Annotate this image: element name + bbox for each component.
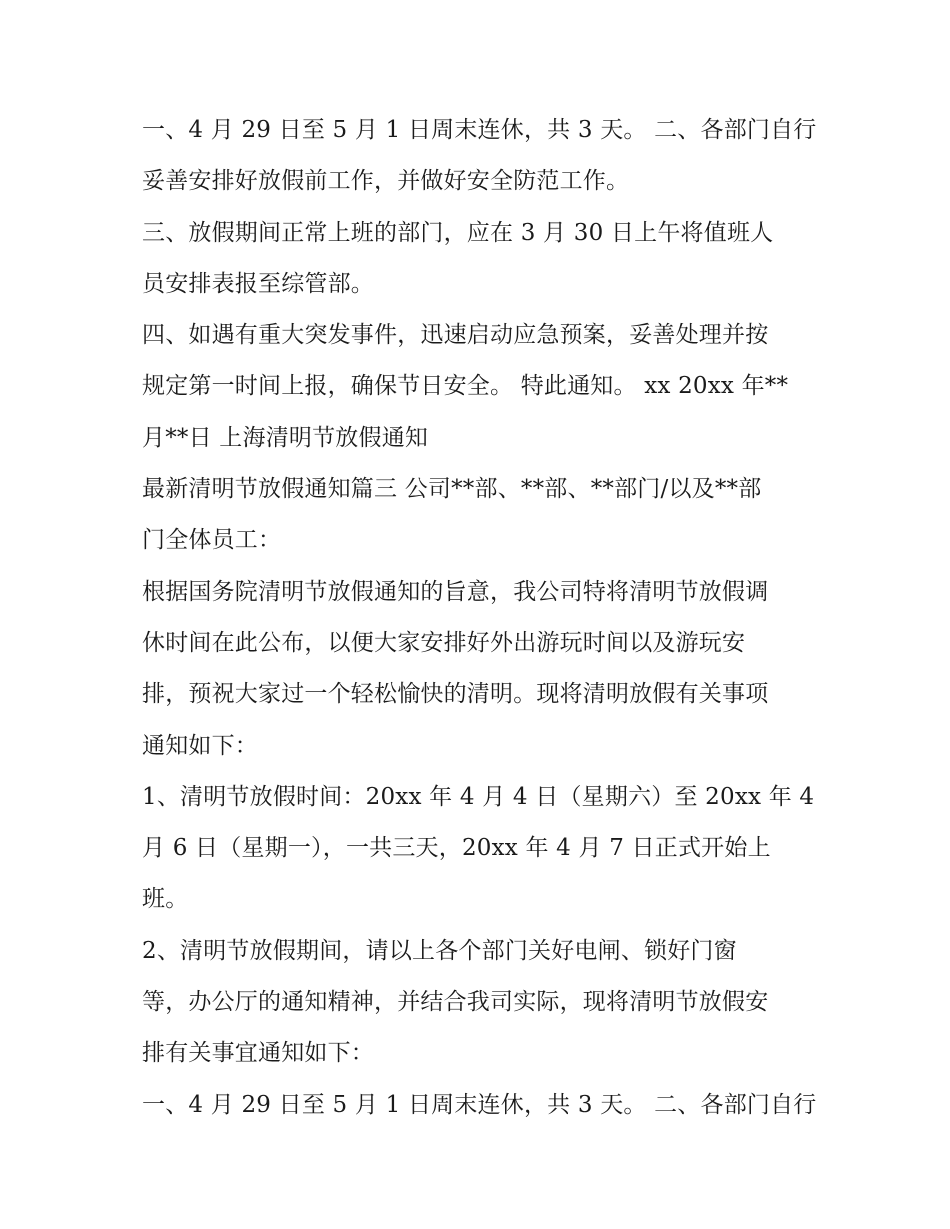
text-line: 通知如下： [142,732,258,759]
document-body [142,105,832,1131]
text-line: 休时间在此公布，以便大家安排好外出游玩时间以及游玩安 [142,629,746,656]
text-line: 一、4 月 29 日至 5 月 1 日周末连休，共 3 天。 二、各部门自行 [142,1091,817,1118]
text-line: 最新清明节放假通知篇三 公司**部、**部、**部门/以及**部 [142,476,762,503]
text-line: 规定第一时间上报，确保节日安全。 特此通知。 xx 20xx 年** [142,373,789,400]
text-line: 门全体员工： [142,527,282,554]
text-line: 月**日 上海清明节放假通知 [142,424,429,451]
text-line: 班。 [142,886,189,913]
text-line: 排，预祝大家过一个轻松愉快的清明。现将清明放假有关事项 [142,681,769,708]
text-line: 一、4 月 29 日至 5 月 1 日周末连休，共 3 天。 二、各部门自行 [142,117,817,143]
text-line: 等，办公厅的通知精神，并结合我司实际，现将清明节放假安 [142,989,769,1016]
text-line: 排有关事宜通知如下： [142,1040,374,1067]
text-line: 1、清明节放假时间：20xx 年 4 月 4 日（星期六）至 20xx 年 4 [142,783,815,810]
text-line: 月 6 日（星期一），一共三天，20xx 年 4 月 7 日正式开始上 [142,835,771,862]
text-line: 2、清明节放假期间，请以上各个部门关好电闸、锁好门窗 [142,937,737,964]
text-line: 妥善安排好放假前工作，并做好安全防范工作。 [142,168,630,195]
text-line: 根据国务院清明节放假通知的旨意，我公司特将清明节放假调 [142,578,769,605]
text-line: 三、放假期间正常上班的部门，应在 3 月 30 日上午将值班人 [142,219,774,246]
text-line: 员安排表报至综管部。 [142,270,374,297]
text-line: 四、如遇有重大突发事件，迅速启动应急预案，妥善处理并按 [142,322,769,349]
